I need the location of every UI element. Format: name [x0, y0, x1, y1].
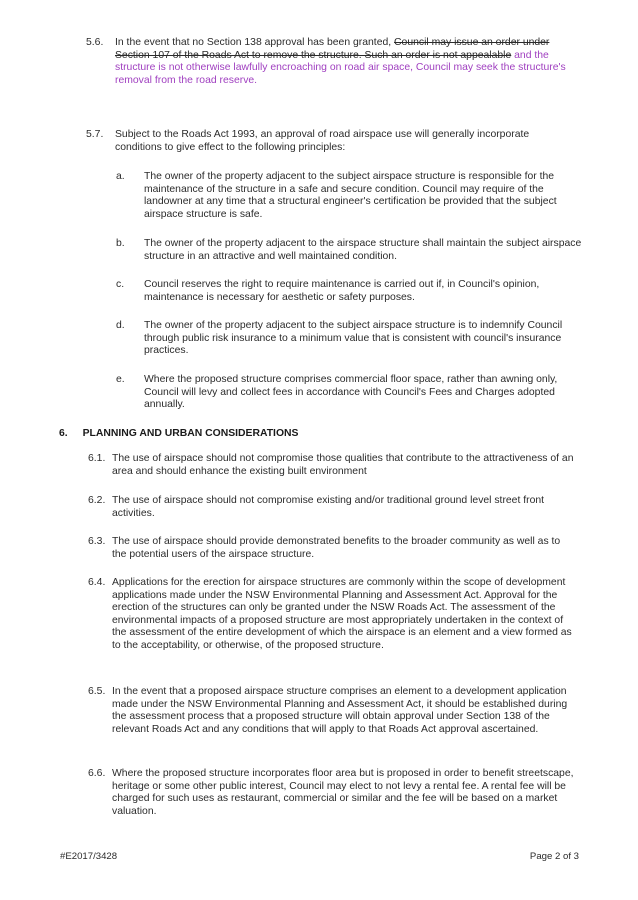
- subclause-text: Where the proposed structure comprises commercial floor space, rather than awning only, Council will levy and collect fees in accordance with Council's Fees and Charges adopted annually.: [144, 374, 558, 411]
- subclause-letter: d.: [116, 320, 125, 331]
- clause-number: 6.4.: [88, 577, 106, 588]
- subclause-e: [116, 374, 586, 419]
- clause-6-4: [88, 577, 588, 677]
- subclause-text: The owner of the property adjacent to the subject airspace structure is to indemnify Council through public risk insurance to a minimum value that is consistent with council's insurance practices.: [144, 320, 563, 357]
- clause-number: 6.2.: [88, 495, 106, 506]
- subclause-c: [116, 279, 586, 309]
- clause-text: Applications for the erection for airspace structures are commonly within the scope of development applications made under the NSW Environmental Planning and Assessment Act. Approval for the erection of the structures can only be granted under the NSW Roads Act. The assessment of the environmental impacts of a proposed structure are most appropriately undertaken in the context of the assessment of the entire development of which the airspace is an element and a view formed as to the acceptability, or otherwise, of the proposed structure.: [112, 577, 572, 651]
- subclause-text: Council reserves the right to require maintenance is carried out if, in Council's opinion, maintenance is necessary for aesthetic or safety purposes.: [144, 279, 540, 303]
- subclause-letter: b.: [116, 238, 125, 249]
- clause-6-1: [88, 453, 588, 483]
- subclause-a: [116, 171, 586, 221]
- clause-6-2: [88, 495, 588, 525]
- section-title: PLANNING AND URBAN CONSIDERATIONS: [82, 428, 299, 439]
- subclause-letter: e.: [116, 374, 125, 385]
- clause-text: The use of airspace should not compromise existing and/or traditional ground level street front activities.: [112, 495, 545, 519]
- subclause-d: [116, 320, 586, 365]
- section-6-heading: [59, 428, 298, 441]
- subclause-letter: c.: [116, 279, 125, 290]
- section-number: 6.: [59, 428, 68, 439]
- page-number: Page 2 of 3: [529, 851, 579, 862]
- clause-text: [115, 37, 577, 87]
- clause-number: 6.1.: [88, 453, 106, 464]
- clause-text: The use of airspace should not compromise those qualities that contribute to the attractiveness of an area and should enhance the existing built environment: [112, 453, 574, 477]
- clause-text: Where the proposed structure incorporates floor area but is proposed in order to benefit streetscape, heritage or some other public interest, Council may elect to not levy a rental fee. A rental fee will be charged for such uses as restaurant, commercial or similar and the fee will be based on a market valuation.: [112, 768, 574, 817]
- clause-number: 6.6.: [88, 768, 106, 779]
- clause-6-3: [88, 536, 588, 566]
- clause-text: In the event that a proposed airspace structure comprises an element to a development application made under the NSW Environmental Planning and Assessment Act, it should be established during the assessment process that a proposed structure will obtain approval under Section 138 of the relevant Roads Act and any conditions that will apply to that Roads Act approval ascertained.: [112, 686, 568, 735]
- inserted-text: and the structure is not otherwise lawfully encroaching on road air space, Council may seek the structure's removal from the road reserve.: [115, 49, 566, 86]
- clause-number: 6.5.: [88, 686, 106, 697]
- clause-text: Subject to the Roads Act 1993, an approval of road airspace use will generally incorporate conditions to give effect to the following principles:: [115, 129, 530, 153]
- clause-6-6: [88, 768, 588, 828]
- clause-5-6: [86, 37, 586, 117]
- subclause-letter: a.: [116, 171, 125, 182]
- clause-text: The use of airspace should provide demonstrated benefits to the broader community as well as to the potential users of the airspace structure.: [112, 536, 561, 560]
- clause-6-5: [88, 686, 588, 756]
- subclause-b: [116, 238, 586, 268]
- document-reference: #E2017/3428: [60, 851, 118, 862]
- clause-number: 5.6.: [86, 37, 104, 48]
- clause-5-7: [86, 129, 586, 159]
- clause-number: 5.7.: [86, 129, 104, 140]
- clause-text-plain: In the event that no Section 138 approval has been granted,: [115, 37, 395, 48]
- struck-text: Council may issue an order under Section 107 of the Roads Act to remove the structure. Such an order is not appealable: [115, 37, 550, 61]
- subclause-text: The owner of the property adjacent to the airspace structure shall maintain the subject airspace structure in an attractive and well maintained condition.: [144, 238, 582, 262]
- subclause-text: The owner of the property adjacent to the subject airspace structure is responsible for the maintenance of the structure in a safe and secure condition. Council may require of the landowner at any time that a structural engineer's certification be provided that the subject airspace structure is safe.: [144, 171, 557, 220]
- clause-number: 6.3.: [88, 536, 106, 547]
